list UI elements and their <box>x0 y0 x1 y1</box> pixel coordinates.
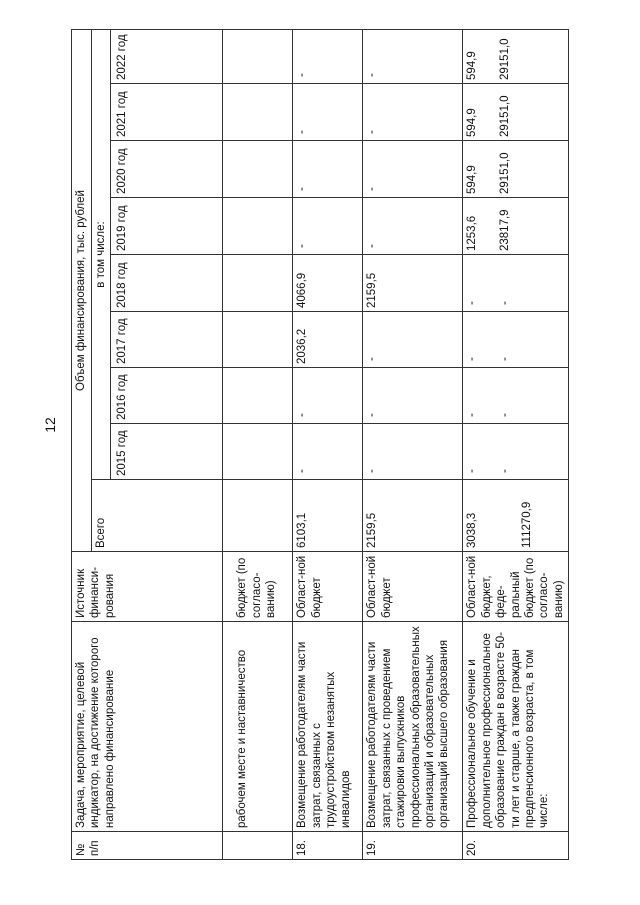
row-year-value <box>223 255 293 312</box>
row-task: Возмещение работодателям части затрат, связанных с трудоустройством незанятых инвалидов <box>293 622 363 832</box>
row-year-value: - <box>293 198 363 255</box>
row-year-line: - <box>466 413 479 417</box>
row-year-value: 2036,2 <box>293 312 363 368</box>
header-year: 2018 год <box>111 255 223 312</box>
row-year-line: - <box>466 301 479 305</box>
row-year-line: - <box>466 469 479 473</box>
row-year-value <box>463 255 569 312</box>
row-year-value <box>463 198 569 255</box>
row-total-line: 111270,9 <box>520 501 533 548</box>
row-year-value <box>223 84 293 141</box>
row-year-value <box>463 141 569 198</box>
row-task: Профессиональное обучение и дополнительное профессиональное образование граждан в возрасте 50-ти лет и старше, а также граждан предпенсионного возраста, в том числе: <box>463 622 569 832</box>
row-year-value: - <box>363 84 463 141</box>
row-year-value <box>223 424 293 480</box>
row-year-line: - <box>498 469 511 473</box>
row-source: Област-ной бюджет <box>363 552 463 622</box>
row-year-value: 4066,9 <box>293 255 363 312</box>
table-row <box>293 30 363 860</box>
row-total: 6103,1 <box>293 480 363 552</box>
row-year-value: - <box>363 368 463 424</box>
row-year-line: 1253,6 <box>466 215 479 251</box>
header-source: Источник финанси-рования <box>72 552 223 622</box>
header-task: Задача, мероприятие, целевой индикатор, на достижение которого направлено финансирование <box>72 622 223 832</box>
row-year-line: - <box>498 357 511 361</box>
row-year-value <box>463 312 569 368</box>
row-year-value <box>223 141 293 198</box>
row-year-value <box>463 368 569 424</box>
header-year: 2019 год <box>111 198 223 255</box>
row-year-value: - <box>293 424 363 480</box>
row-year-line: 594,9 <box>466 108 479 137</box>
row-year-value: - <box>363 30 463 84</box>
row-source: бюджет (по согласо-ванию) <box>223 552 293 622</box>
row-num: 19. <box>363 832 463 860</box>
row-task: Возмещение работодателям части затрат, связанных с проведением стажировки выпускников профессиональных образовательных организаций и образовательных организаций высшего образования <box>363 622 463 832</box>
row-year-value <box>223 30 293 84</box>
row-year-value: - <box>293 30 363 84</box>
table-row <box>363 30 463 860</box>
header-total: Всего <box>92 480 223 552</box>
row-num <box>223 832 293 860</box>
row-year-value <box>463 424 569 480</box>
row-num: 20. <box>463 832 569 860</box>
row-year-line: 29151,0 <box>498 38 511 80</box>
header-year: 2021 год <box>111 84 223 141</box>
header-year: 2015 год <box>111 424 223 480</box>
row-year-line: 594,9 <box>466 165 479 194</box>
row-year-value: - <box>293 141 363 198</box>
header-year: 2017 год <box>111 312 223 368</box>
row-year-line: - <box>466 357 479 361</box>
row-year-line: 594,9 <box>466 51 479 80</box>
header-year: 2020 год <box>111 141 223 198</box>
row-source: Област-ной бюджет, феде-ральный бюджет (по согласо-ванию) <box>463 552 569 622</box>
row-year-value <box>223 312 293 368</box>
row-year-value: - <box>293 368 363 424</box>
header-year: 2016 год <box>111 368 223 424</box>
row-year-line: 29151,0 <box>498 152 511 194</box>
header-including: в том числе: <box>92 30 111 480</box>
row-year-value: - <box>363 424 463 480</box>
row-total <box>223 480 293 552</box>
row-source: Област-ной бюджет <box>293 552 363 622</box>
row-total-line: 3038,3 <box>466 512 479 548</box>
row-year-line: 29151,0 <box>498 95 511 137</box>
row-year-value: 2159,5 <box>363 255 463 312</box>
row-total <box>463 480 569 552</box>
header-num: № п/п <box>72 832 223 860</box>
table-row <box>223 30 293 860</box>
row-year-line: - <box>498 301 511 305</box>
row-total: 2159,5 <box>363 480 463 552</box>
row-year-line: 23817,9 <box>498 209 511 251</box>
row-year-line: - <box>498 413 511 417</box>
row-year-value <box>223 368 293 424</box>
row-year-value: - <box>363 312 463 368</box>
row-year-value: - <box>363 141 463 198</box>
row-year-value: - <box>293 84 363 141</box>
row-task: рабочем месте и наставничество <box>223 622 293 832</box>
row-year-value <box>463 84 569 141</box>
row-num: 18. <box>293 832 363 860</box>
header-year: 2022 год <box>111 30 223 84</box>
header-volume: Объем финансирования, тыс. рублей <box>72 30 92 552</box>
row-year-value <box>223 198 293 255</box>
rotated-table-container <box>71 30 587 860</box>
table-row <box>463 30 569 860</box>
row-year-value: - <box>363 198 463 255</box>
row-year-value <box>463 30 569 84</box>
financing-table <box>71 29 569 860</box>
page-number: 12 <box>41 417 58 433</box>
